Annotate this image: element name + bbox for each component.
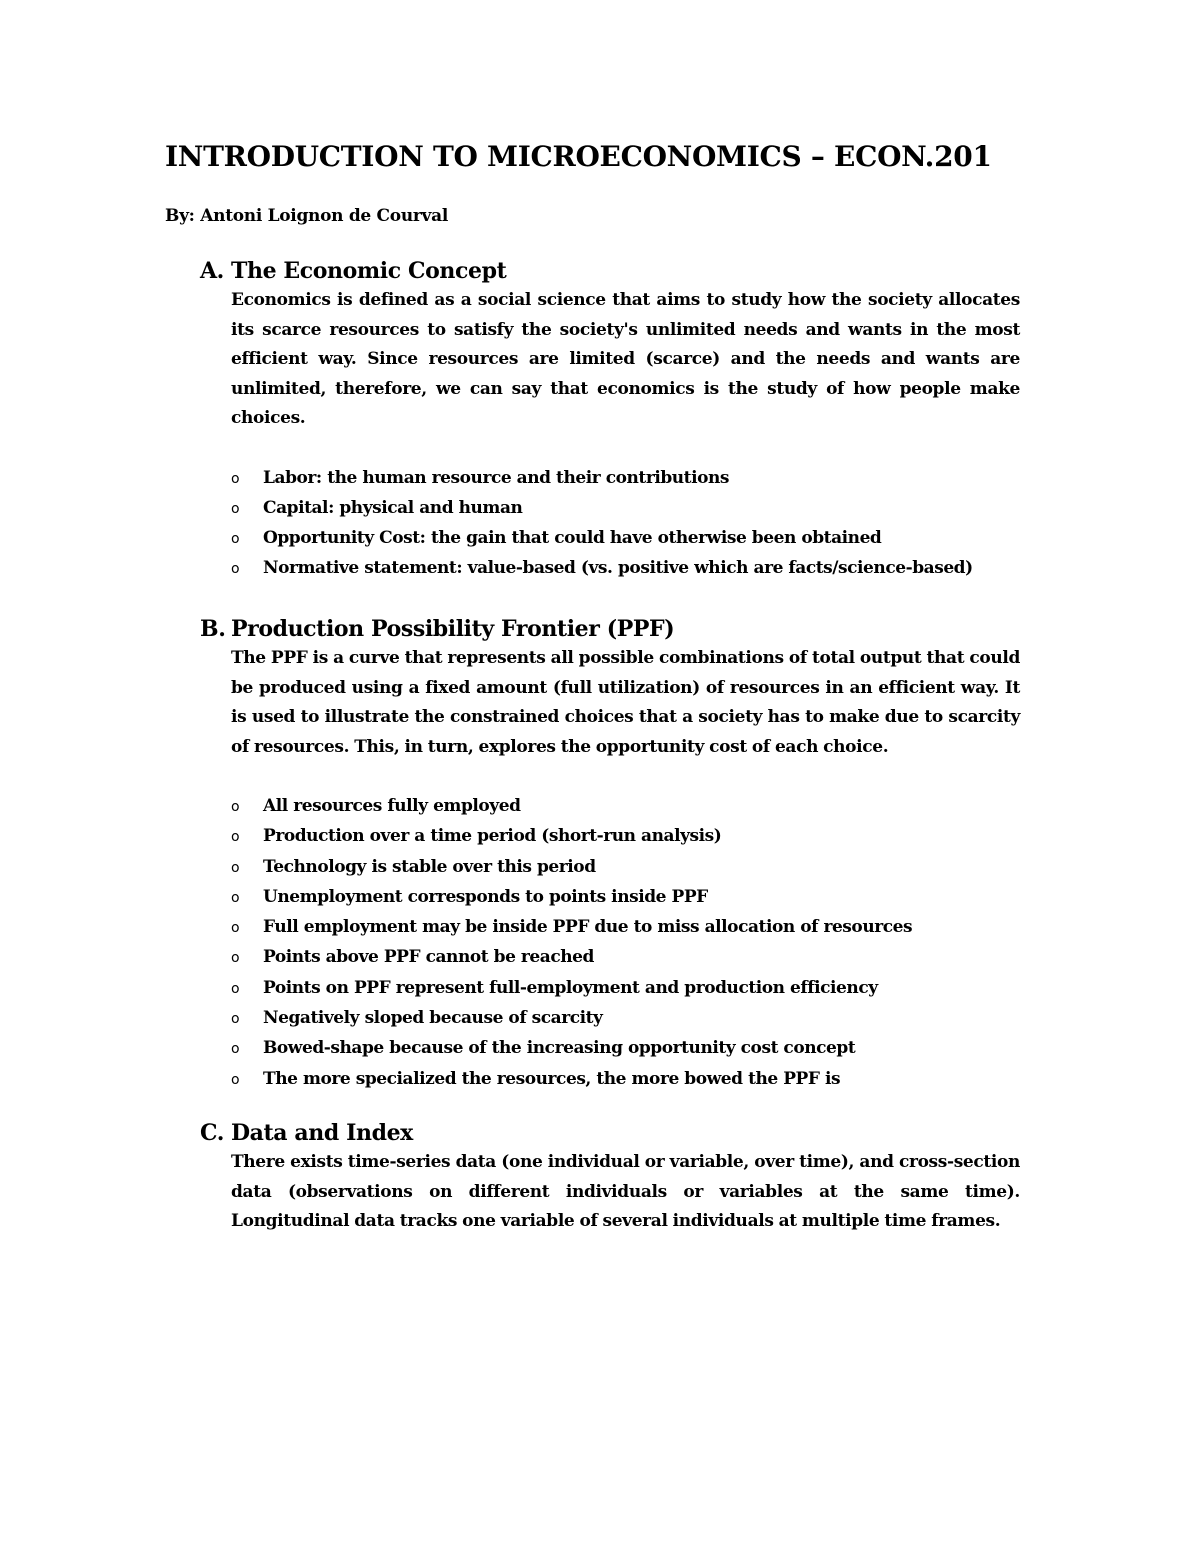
bullet-icon: o — [231, 950, 240, 967]
bullet-list — [231, 792, 1020, 1095]
document-author: By: Antoni Loignon de Courval — [165, 206, 448, 226]
bullet-icon: o — [231, 500, 240, 517]
bullet-icon: o — [231, 859, 240, 876]
section-data-and-index — [200, 1118, 1020, 1237]
bullet-icon: o — [231, 920, 240, 937]
list-item-text: All resources fully employed — [263, 796, 521, 816]
list-item-text: Unemployment corresponds to points inside PPF — [263, 886, 708, 907]
list-item — [231, 554, 1020, 584]
section-paragraph: Economics is defined as a social science that aims to study how the society allocates its scarce resources to satisfy the society's unlimited needs and wants in the most efficient way. Since resources are limited (scarce) and the needs and wants are unlimited, therefore, we can say that economics is the study of how people make choices. — [231, 290, 1020, 428]
bullet-icon: o — [231, 889, 240, 906]
list-item — [231, 822, 1020, 852]
definition: : physical and human — [328, 497, 523, 518]
definition: : the gain that could have otherwise been obtained — [419, 528, 882, 549]
bullet-list — [231, 464, 1020, 585]
document-title: INTRODUCTION TO MICROECONOMICS – ECON.201 — [165, 140, 992, 173]
section-letter: A. — [200, 258, 224, 284]
list-item — [231, 494, 1020, 524]
section-letter: B. — [200, 616, 226, 642]
section-letter: C. — [200, 1120, 224, 1146]
bullet-icon: o — [231, 561, 240, 578]
bullet-icon: o — [231, 1041, 240, 1058]
list-item — [231, 913, 1020, 943]
section-paragraph: There exists time-series data (one individual or variable, over time), and cross-section data (observations on different individuals or variables at the same time). Longitudinal data tracks one variable of several individuals at multiple time frames. — [231, 1152, 1020, 1231]
list-item-text: Production over a time period (short-run analysis) — [263, 826, 722, 847]
list-item-text: Points above PPF cannot be reached — [263, 947, 594, 968]
section-title: The Economic Concept — [231, 258, 507, 284]
section-heading — [200, 1118, 1020, 1148]
list-item — [231, 853, 1020, 883]
bullet-icon: o — [231, 1011, 240, 1028]
term: Capital — [263, 497, 329, 518]
section-ppf — [200, 614, 1020, 1095]
list-item-text: Points on PPF represent full-employment and production efficiency — [263, 977, 878, 998]
bullet-icon: o — [231, 799, 240, 815]
list-item — [231, 464, 1020, 494]
term: Opportunity Cost — [263, 528, 420, 549]
list-item-text: The more specialized the resources, the more bowed the PPF is — [263, 1068, 841, 1089]
definition: : value-based (vs. positive which are facts/science-based) — [456, 558, 973, 579]
list-item — [231, 883, 1020, 913]
list-item — [231, 1004, 1020, 1034]
section-heading — [200, 614, 1020, 644]
section-title: Production Possibility Frontier (PPF) — [231, 616, 675, 642]
list-item — [231, 974, 1020, 1004]
section-economic-concept — [200, 256, 1020, 585]
bullet-icon: o — [231, 470, 240, 487]
section-title: Data and Index — [231, 1120, 413, 1146]
list-item — [231, 524, 1020, 554]
term: Labor — [263, 467, 316, 488]
term: Normative statement — [263, 558, 457, 579]
section-heading — [200, 256, 1020, 286]
list-item-text: Technology is stable over this period — [263, 856, 596, 877]
list-item — [231, 1065, 1020, 1095]
bullet-icon: o — [231, 829, 240, 846]
list-item — [231, 792, 1020, 822]
list-item-text: Negatively sloped because of scarcity — [263, 1008, 603, 1029]
bullet-icon: o — [231, 1071, 240, 1088]
list-item — [231, 943, 1020, 973]
section-paragraph: The PPF is a curve that represents all possible combinations of total output that could be produced using a fixed amount (full utilization) of resources in an efficient way. It is used to illustrate the constrained choices that a society has to make due to scarcity of resources. This, in turn, explores the opportunity cost of each choice. — [231, 648, 1020, 757]
list-item-text: Full employment may be inside PPF due to miss allocation of resources — [263, 917, 913, 938]
list-item-text: Bowed-shape because of the increasing opportunity cost concept — [263, 1038, 856, 1059]
list-item — [231, 1034, 1020, 1064]
bullet-icon: o — [231, 531, 240, 548]
definition: : the human resource and their contributions — [315, 467, 730, 488]
bullet-icon: o — [231, 980, 240, 997]
